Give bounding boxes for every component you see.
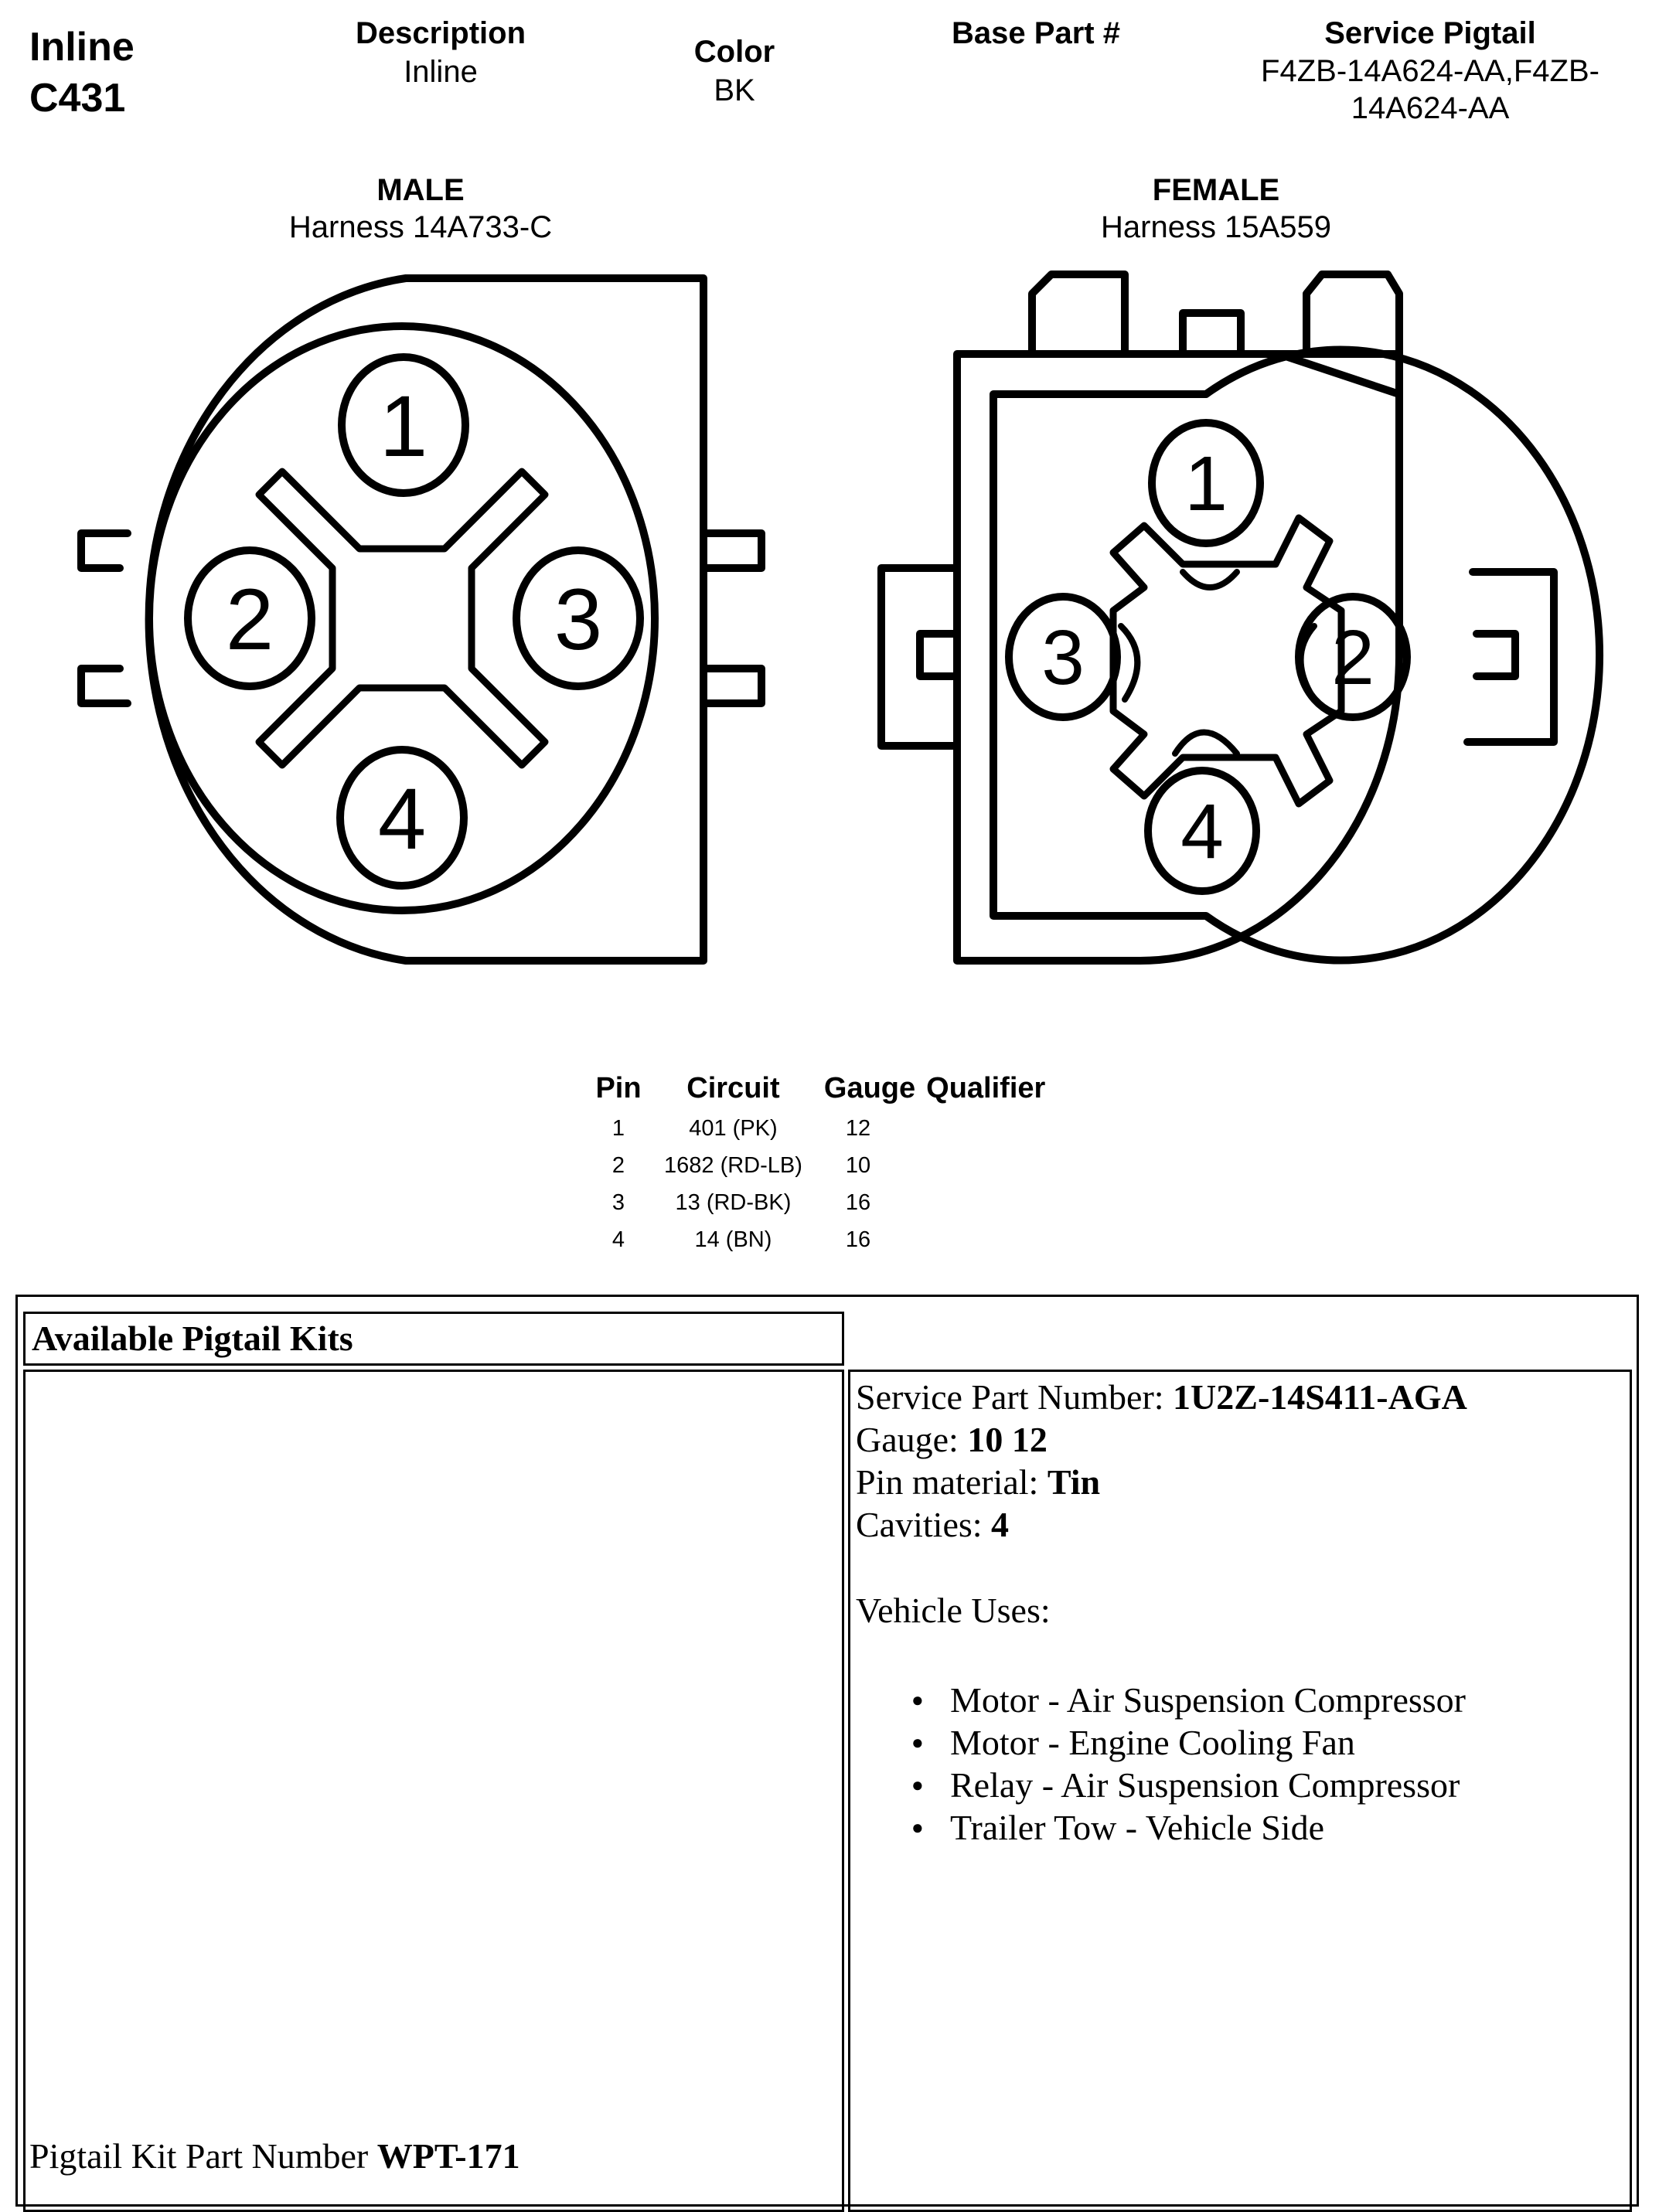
male-left-latch-bottom <box>81 669 128 703</box>
pin-header: Pin <box>595 1071 642 1104</box>
male-pin-label: 2 <box>225 571 274 668</box>
male-left-latch-top <box>81 533 128 568</box>
gauge-header: Gauge <box>823 1071 916 1104</box>
female-top-tab-right <box>1306 274 1399 354</box>
male-x-key <box>259 471 545 765</box>
qualifier-value <box>926 1110 1056 1147</box>
gauge-value: 10 <box>845 1152 871 1178</box>
base-part-label: Base Part # <box>952 16 1120 50</box>
qualifier-value <box>926 1147 1056 1184</box>
female-right-latch <box>1467 572 1554 742</box>
description-label: Description <box>355 16 526 50</box>
gauge-value: 16 <box>845 1189 871 1215</box>
circuit-value: 1682 (RD-LB) <box>664 1152 802 1178</box>
table-row <box>584 1147 1056 1184</box>
table-row <box>584 1110 1056 1147</box>
service-part-number-line <box>856 1376 1467 1418</box>
gauge-value: 16 <box>845 1227 871 1252</box>
pin-number: 4 <box>611 1227 625 1252</box>
kit-details <box>856 1376 1467 1546</box>
female-pin-label: 3 <box>1041 614 1085 701</box>
color-value: BK <box>714 73 755 107</box>
pin-number: 1 <box>611 1115 625 1141</box>
connector-face-diagrams <box>0 0 1659 1005</box>
qualifier-value <box>926 1221 1056 1258</box>
table-row <box>584 1221 1056 1258</box>
female-harness: Harness 15A559 <box>1101 210 1331 244</box>
female-star-key <box>1113 518 1341 804</box>
female-right-latch-notch <box>1477 634 1515 676</box>
male-label: MALE <box>376 173 465 207</box>
gauge-line <box>856 1418 1467 1461</box>
female-top-tab-center <box>1183 313 1241 354</box>
female-left-latch-notch <box>920 634 957 676</box>
pigtail-kit-image-panel <box>23 1370 844 2212</box>
cavities-value: 4 <box>991 1505 1010 1544</box>
available-pigtail-kits-header: Available Pigtail Kits <box>23 1312 844 1366</box>
gauge-value: 12 <box>845 1115 871 1141</box>
color-label: Color <box>693 35 775 69</box>
list-item: ● Trailer Tow - Vehicle Side <box>856 1806 1466 1849</box>
connector-id: C431 <box>29 76 126 121</box>
circuit-value: 13 (RD-BK) <box>675 1189 792 1215</box>
circuit-value: 14 (BN) <box>694 1227 772 1252</box>
pin-circuit-table <box>584 1067 1056 1258</box>
service-pigtail-value-line2: 14A624-AA <box>1351 91 1510 125</box>
male-right-latch-top <box>703 533 761 568</box>
connector-type: Inline <box>29 25 135 70</box>
gauge-label: Gauge: <box>856 1420 959 1459</box>
male-harness: Harness 14A733-C <box>288 210 553 244</box>
service-pigtail-label: Service Pigtail <box>1324 16 1536 50</box>
qualifier-header: Qualifier <box>926 1071 1046 1104</box>
female-connector-face <box>881 274 1599 961</box>
circuit-header: Circuit <box>686 1071 780 1104</box>
female-pin-3-hood <box>1121 626 1137 699</box>
male-connector-face <box>81 278 761 961</box>
cavities-line <box>856 1503 1467 1546</box>
pin-table-header-row <box>584 1067 1056 1110</box>
kit-part-value: WPT-171 <box>376 2136 520 2176</box>
male-pin-label: 1 <box>379 378 428 475</box>
table-row <box>584 1184 1056 1221</box>
pin-material-line <box>856 1461 1467 1503</box>
pin-number: 2 <box>611 1152 625 1178</box>
pin-material-value: Tin <box>1047 1462 1101 1502</box>
cavities-label: Cavities: <box>856 1505 983 1544</box>
service-part-value: 1U2Z-14S411-AGA <box>1173 1377 1467 1417</box>
pin-number: 3 <box>611 1189 625 1215</box>
service-pigtail-value-line1: F4ZB-14A624-AA,F4ZB- <box>1261 54 1599 88</box>
female-pin-label: 4 <box>1180 788 1224 875</box>
list-item: ● Relay - Air Suspension Compressor <box>856 1764 1466 1806</box>
kit-part-label: Pigtail Kit Part Number <box>29 2136 369 2176</box>
female-pin-1-hood <box>1183 572 1237 587</box>
female-corner-detail <box>1283 356 1399 394</box>
male-right-latch-bottom <box>703 669 761 703</box>
vehicle-uses-label: Vehicle Uses: <box>856 1591 1051 1630</box>
female-pin-4-hood <box>1175 733 1237 754</box>
vehicle-uses-list <box>856 1679 1466 1849</box>
gauge-value: 10 12 <box>967 1420 1048 1459</box>
female-pin-label: 1 <box>1184 441 1228 527</box>
list-item: ● Motor - Engine Cooling Fan <box>856 1721 1466 1764</box>
description-value: Inline <box>404 55 478 89</box>
pin-material-label: Pin material: <box>856 1462 1039 1502</box>
circuit-value: 401 (PK) <box>689 1115 778 1141</box>
qualifier-value <box>926 1184 1056 1221</box>
pigtail-kit-part-number <box>29 2133 520 2180</box>
female-pin-label: 2 <box>1331 614 1375 701</box>
service-part-label: Service Part Number: <box>856 1377 1164 1417</box>
female-top-tab-left <box>1032 274 1125 354</box>
male-pin-label: 4 <box>377 771 427 867</box>
list-item: ● Motor - Air Suspension Compressor <box>856 1679 1466 1721</box>
male-pin-label: 3 <box>554 571 603 668</box>
female-label: FEMALE <box>1152 173 1280 207</box>
